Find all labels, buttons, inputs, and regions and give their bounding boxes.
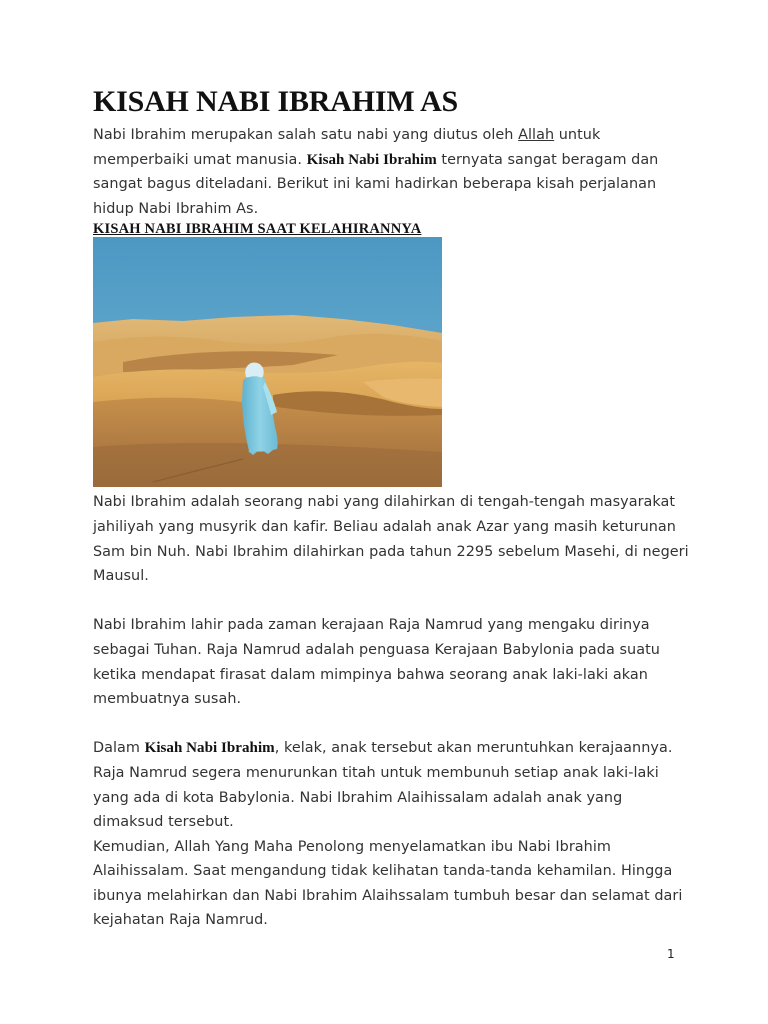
page-title: KISAH NABI IBRAHIM AS (93, 85, 459, 118)
paragraph-namrud: Nabi Ibrahim lahir pada zaman kerajaan Raja Namrud yang mengaku dirinya sebagai Tuhan. Raja Namrud adalah penguasa Kerajaan Babylonia pada suatu ketika mendapat firasat dalam mimpinya bahwa seorang anak laki-laki akan membuatnya susah. (93, 617, 660, 708)
section-heading: KISAH NABI IBRAHIM SAAT KELAHIRANNYA (93, 221, 422, 238)
story-paragraphs (93, 490, 693, 933)
intro-text-3: ternyata sangat beragam dan sangat bagus diteladani. Berikut ini kami hadirkan beberapa kisah perjalanan hidup Nabi Ibrahim As. (93, 151, 659, 217)
allah-link[interactable]: Allah (518, 127, 555, 143)
paragraph-birth: Nabi Ibrahim adalah seorang nabi yang dilahirkan di tengah-tengah masyarakat jahiliyah yang musyrik dan kafir. Beliau adalah anak Azar yang masih keturunan Sam bin Nuh. Nabi Ibrahim dilahirkan pada tahun 2295 sebelum Masehi, di negeri Mausul. (93, 494, 689, 585)
page-number: 1 (667, 947, 675, 961)
desert-photo (93, 237, 442, 487)
desert-image-icon (93, 237, 442, 487)
paragraph-prophecy-prefix: Dalam (93, 740, 145, 757)
paragraph-prophecy-bold: Kisah Nabi Ibrahim (144, 740, 275, 757)
intro-text-1: Nabi Ibrahim merupakan salah satu nabi yang diutus oleh (93, 127, 519, 143)
intro-paragraph (93, 123, 693, 221)
document-content (93, 84, 693, 958)
paragraph-rescue: Kemudian, Allah Yang Maha Penolong menyelamatkan ibu Nabi Ibrahim Alaihissalam. Saat mengandung tidak kelihatan tanda-tanda kehamilan. Hingga ibunya melahirkan dan Nabi Ibrahim Alaihssalam tumbuh besar dan selamat dari kejahatan Raja Namrud. (93, 838, 683, 929)
paragraph-prophecy-text: , kelak, anak tersebut akan meruntuhkan kerajaannya. Raja Namrud segera menurunkan titah untuk membunuh setiap anak laki-laki yang ada di kota Babylonia. Nabi Ibrahim Alaihissalam adalah anak yang dimaksud tersebut. (93, 740, 673, 831)
paragraph-prophecy (93, 736, 693, 834)
intro-bold-phrase: Kisah Nabi Ibrahim (306, 151, 437, 168)
intro-text-2: untuk memperbaiki umat manusia. (93, 127, 601, 168)
